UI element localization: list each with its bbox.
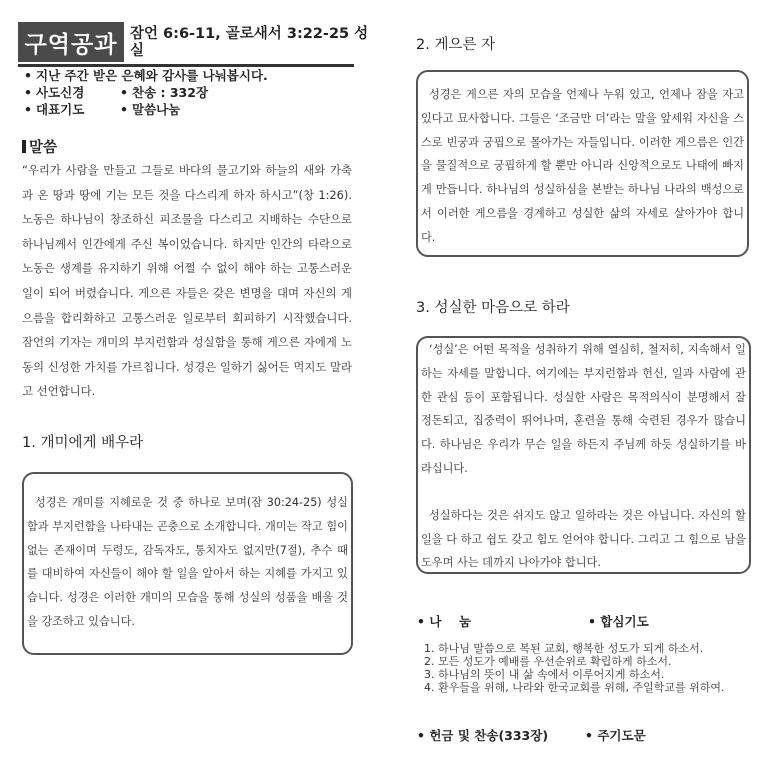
bullet: •: [120, 102, 128, 117]
sharing-label: [417, 612, 471, 630]
prayer-label: [588, 612, 649, 630]
sharing-label-text: 나 눔: [429, 614, 471, 629]
order-line-2: [24, 84, 84, 101]
order-item-rep-prayer: 대표기도: [36, 102, 85, 117]
offering-label-text: 헌금 및 찬송(333장): [429, 728, 549, 743]
order-line-3: [24, 101, 84, 118]
prayer-item: 4. 환우들을 위해, 나라와 한국교회를 위해, 주일학교를 위하여.: [424, 681, 725, 694]
order-item-hymn: 찬송 : 332장: [132, 85, 209, 100]
sermon-heading: [22, 136, 57, 157]
lesson-title: 잠언 6:6-11, 골로새서 3:22-25 성실: [130, 26, 369, 59]
bullet: •: [417, 728, 425, 743]
section3-box: [416, 336, 751, 574]
prayer-item: 1. 하나님 말씀으로 복된 교회, 행복한 성도가 되게 하소서.: [424, 642, 704, 655]
prayer-item: 3. 하나님의 뜻이 내 삶 속에서 이루어지게 하소서.: [424, 668, 665, 681]
order-line-2b: [120, 84, 208, 101]
section3-text-2: 성실하다는 것은 쉬지도 않고 일하라는 것은 아닙니다. 자신의 할 일을 다 하고 쉽도 갖고 힘도 얻어야 합니다. 그리고 그 힘으로 남을 도우며 사는 데까지 나아가야 합니다.: [421, 508, 746, 570]
order-item-apostles-creed: 사도신경: [36, 85, 85, 100]
lesson-badge: 구역공과: [18, 22, 124, 62]
bullet: •: [588, 614, 596, 629]
order-item-gratitude: 지난 주간 받은 은혜와 감사를 나눠봅시다.: [36, 68, 268, 83]
section3-text-1: ‘성실’은 어떤 목적을 성취하기 위해 열심히, 철저히, 지속해서 일하는 자세를 말합니다. 여기에는 부지런함과 헌신, 일과 사람에 관한 관심 등이 포함됩니다. 성실한 사람은 목적의식이 분명해서 잘 정돈되고, 집중력이 뛰어나며, 훈련을 통해 숙련된 경우가 많습니다. 하나님은 우리가 무슨 일을 하든지 주님께 하듯 성실하기를 바라십니다.: [421, 343, 746, 475]
bullet: •: [417, 614, 425, 629]
order-line-1: [24, 67, 364, 84]
order-item-sharing: 말씀나눔: [132, 102, 181, 117]
sermon-body: “우리가 사람을 만들고 그들로 바다의 물고기와 하늘의 새와 가축과 온 땅과 땅에 기는 모든 것을 다스리게 하자 하시고”(창 1:26). 노동은 하나님이 창조하신 피조물을 다스리고 지배하는 수단으로 하나님께서 인간에게 주신 복이었습니다. 하지만 인간의 타락으로 노동은 생계를 유지하기 위해 어쩔 수 없이 해야 하는 고통스러운 일이 되어 버렸습니다. 게으른 자들은 갖은 변명을 대며 자신의 게으름을 합리화하고 고통스러운 일로부터 회피하기 시작했습니다. 잠언의 기자는 개미의 부지런함과 성실함을 통해 게으른 자에게 노동의 신성한 가치를 가르칩니다. 성경은 일하기 싫어든 먹지도 말라고 선언합니다.: [22, 163, 352, 399]
order-line-3b: [120, 101, 180, 118]
sermon-heading-text: 말씀: [29, 140, 58, 156]
heading-marker: [22, 140, 26, 153]
section1-text: 성경은 개미를 지혜로운 것 중 하나로 보며(잠 30:24-25) 성실함과 부지런함을 나타내는 곤충으로 소개합니다. 개미는 작고 힘이 없는 존재이며 두령도, 감독자도, 통치자도 없지만(7절), 추수 때를 대비하여 자신들이 해야 할 일을 알아서 하는 지혜를 가지고 있습니다. 성경은 이러한 개미의 모습을 통해 성실의 성품을 배울 것을 강조하고 있습니다.: [27, 496, 348, 628]
lords-prayer-label-text: 주기도문: [597, 728, 646, 743]
section2-text: 성경은 게으른 자의 모습을 언제나 누워 있고, 언제나 잠을 자고 있다고 묘사합니다. 그들은 ‘조금만 더’라는 말을 앞세워 자신을 스스로 빈궁과 궁핍으로 몰아가는 자들입니다. 이러한 게으름은 인간을 물질적으로 궁핍하게 할 뿐만 아니라 신앙적으로도 나태에 빠지게 만듭니다. 하나님의 성실하심을 본받는 하나님 나라의 백성으로서 이러한 게으름을 경계하고 성실한 삶의 자세로 살아가야 합니다.: [421, 88, 744, 244]
prayer-item: 2. 모든 성도가 예배를 우선순위로 확립하게 하소서.: [424, 655, 672, 668]
bullet: •: [24, 68, 32, 83]
bullet: •: [24, 102, 32, 117]
section1-heading: 1. 개미에게 배우라: [22, 435, 144, 451]
bullet: •: [120, 85, 128, 100]
bullet: •: [24, 85, 32, 100]
prayer-list: [424, 642, 774, 694]
section3-heading: 3. 성실한 마음으로 하라: [416, 300, 570, 316]
section2-box: [416, 70, 749, 257]
bullet: •: [585, 728, 593, 743]
section1-box: [22, 472, 353, 655]
prayer-label-text: 합심기도: [600, 614, 649, 629]
lords-prayer-label: [585, 726, 646, 744]
section2-heading: 2. 게으른 자: [416, 37, 496, 53]
offering-label: [417, 726, 548, 744]
